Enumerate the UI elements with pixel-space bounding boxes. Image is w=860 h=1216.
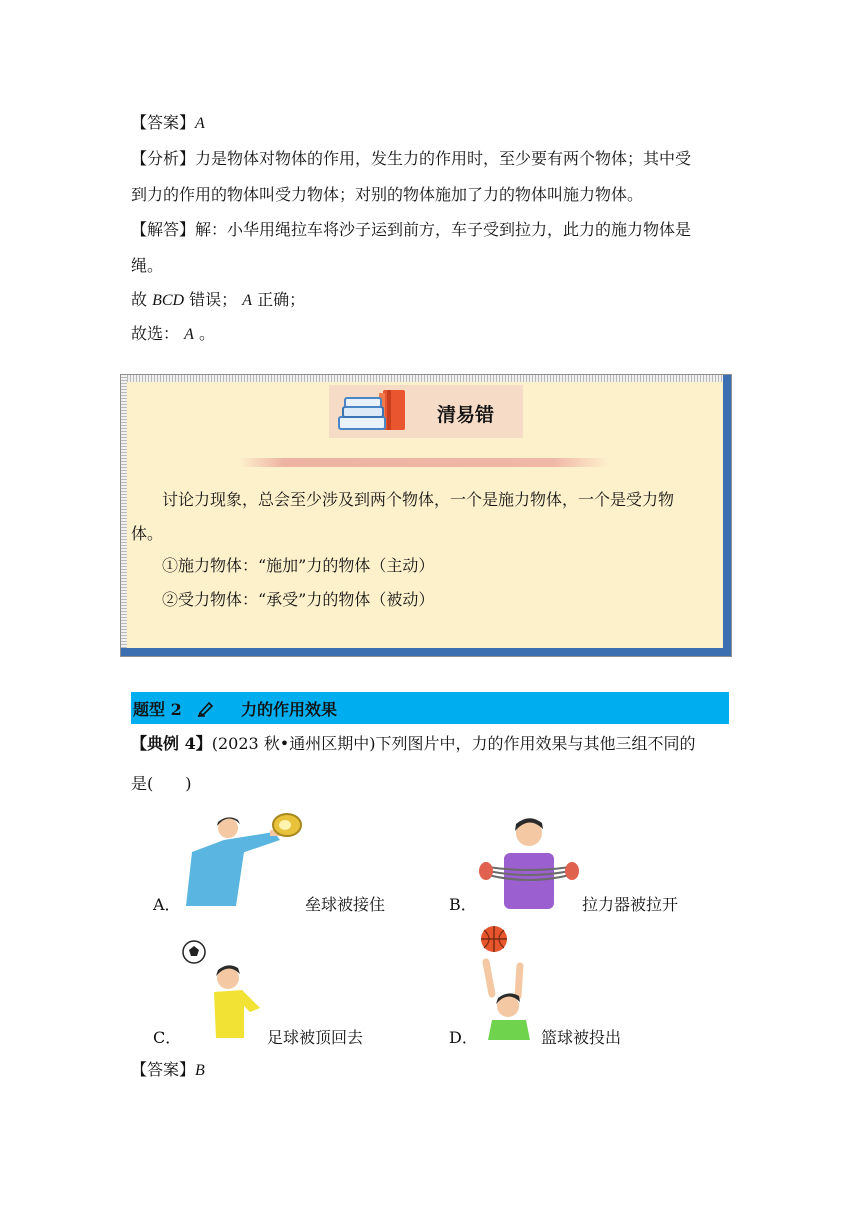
option-d-letter: D． <box>449 1028 478 1047</box>
section-label: 题型 2 <box>133 700 182 719</box>
softball-catch-image <box>184 812 304 906</box>
solution-text: 故 <box>131 290 153 309</box>
callout-hatch-left <box>121 375 127 648</box>
analysis-line-1 <box>131 147 691 171</box>
answer-value: A <box>195 115 205 132</box>
option-c-letter: C． <box>153 1028 182 1047</box>
callout-para-line-1: 讨论力现象，总会至少涉及到两个物体，一个是施力物体，一个是受力物 <box>162 490 675 509</box>
option-d-caption: 篮球被投出 <box>541 1028 622 1047</box>
option-ref: BCD <box>152 292 185 309</box>
solution-line-2: 绳。 <box>131 256 164 275</box>
callout-title: 清易错 <box>437 404 495 426</box>
soccer-header-image <box>180 938 266 1040</box>
solution-line-1 <box>131 218 691 242</box>
example-label: 【典例 4】 <box>131 734 212 753</box>
answer-line <box>131 111 205 136</box>
option-ref: A <box>184 326 194 343</box>
solution-text: 故选： <box>131 324 185 343</box>
callout-item-1: ①施力物体：“施加”力的物体（主动） <box>162 556 435 575</box>
answer-label: 【答案】 <box>131 1060 196 1079</box>
answer-label: 【答案】 <box>131 113 196 132</box>
option-ref: A <box>242 292 253 309</box>
example-text-1: 下列图片中，力的作用效果与其他三组不同的 <box>375 734 696 753</box>
example-source: (2023 秋•通州区期中) <box>211 734 376 753</box>
callout-item-2: ②受力物体：“承受”力的物体（被动） <box>162 590 435 609</box>
basketball-shot-image <box>478 924 542 1040</box>
example-line-1 <box>131 732 695 756</box>
solution-text: 错误； <box>184 290 243 309</box>
books-icon <box>337 387 417 435</box>
option-a-caption: 垒球被接住 <box>305 895 386 914</box>
analysis-label: 【分析】 <box>131 149 196 168</box>
callout-hatch-top <box>121 375 723 382</box>
pencil-icon <box>197 699 215 717</box>
chest-expander-image <box>474 815 584 909</box>
solution-text: 正确； <box>252 290 306 309</box>
example-line-2: 是( ) <box>131 774 192 793</box>
option-b-caption: 拉力器被拉开 <box>582 895 679 914</box>
option-c-caption: 足球被顶回去 <box>267 1028 364 1047</box>
solution-line-4 <box>131 322 215 347</box>
analysis-line-2: 到力的作用的物体叫受力物体；对别的物体施加了力的物体叫施力物体。 <box>131 185 644 204</box>
section-header <box>131 692 729 724</box>
solution-text: 。 <box>193 324 215 343</box>
answer-line-2 <box>131 1058 205 1083</box>
option-a-letter: A． <box>153 895 181 914</box>
callout-para-line-2: 体。 <box>131 524 164 543</box>
analysis-text-1: 力是物体对物体的作用，发生力的作用时，至少要有两个物体；其中受 <box>195 149 692 168</box>
callout-shadow-bottom <box>121 648 731 656</box>
option-b-letter: B． <box>449 895 477 914</box>
callout-shadow-right <box>723 375 731 656</box>
solution-label: 【解答】 <box>131 220 196 239</box>
brush-divider <box>239 458 609 467</box>
answer-value: B <box>195 1062 205 1079</box>
solution-text-1: 解：小华用绳拉车将沙子运到前方，车子受到拉力，此力的施力物体是 <box>195 220 692 239</box>
section-title: 力的作用效果 <box>241 700 338 719</box>
callout-box <box>120 374 732 657</box>
solution-line-3 <box>131 288 305 313</box>
